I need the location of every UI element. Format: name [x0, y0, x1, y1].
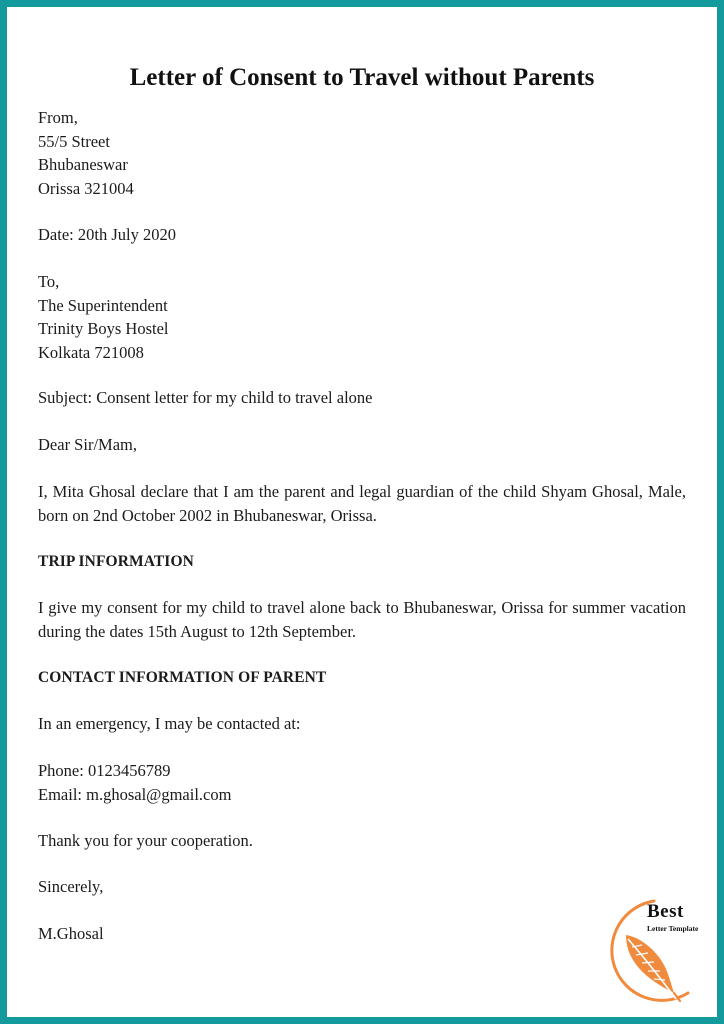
- from-line: Bhubaneswar: [38, 155, 128, 174]
- signature-line: [38, 922, 686, 946]
- salutation: [38, 433, 686, 457]
- sender-address: [38, 106, 686, 200]
- contact-heading: CONTACT INFORMATION OF PARENT: [38, 669, 327, 686]
- from-line: Orissa 321004: [38, 178, 134, 198]
- to-label: To,: [38, 272, 60, 291]
- intro-paragraph: I, Mita Ghosal declare that I am the parent and legal guardian of the child Shyam Ghosal, Male, born on 2nd October 2002 in Bhubaneswar, Orissa.: [38, 482, 686, 525]
- recipient-address: [38, 270, 686, 364]
- from-line: 55/5 Street: [38, 131, 110, 151]
- subject-text: Subject: Consent letter for my child to travel alone: [38, 388, 373, 407]
- to-line: Kolkata 721008: [38, 342, 144, 362]
- from-label: From,: [38, 108, 78, 127]
- contact-details: [38, 759, 686, 806]
- thanks-line: [38, 829, 686, 853]
- contact-intro: [38, 712, 686, 736]
- signature-text: M.Ghosal: [38, 924, 104, 943]
- closing-text: Sincerely,: [38, 877, 104, 896]
- contact-intro-text: In an emergency, I may be contacted at:: [38, 714, 301, 733]
- thanks-text: Thank you for your cooperation.: [38, 831, 253, 850]
- logo-brand-sub: Letter Template: [647, 924, 699, 933]
- logo-brand-main: Best: [647, 901, 684, 922]
- subject-line: [38, 386, 686, 410]
- trip-heading: TRIP INFORMATION: [38, 553, 194, 570]
- to-line: Trinity Boys Hostel: [38, 319, 169, 338]
- letter-title: Letter of Consent to Travel without Parents: [129, 64, 595, 91]
- trip-paragraph: I give my consent for my child to travel alone back to Bhubaneswar, Orissa for summer vacation during the dates 15th August to 12th September.: [38, 598, 686, 641]
- date-text: Date: 20th July 2020: [38, 225, 176, 244]
- salutation-text: Dear Sir/Mam,: [38, 435, 137, 454]
- to-line: The Superintendent: [38, 295, 168, 315]
- phone-text: Phone: 0123456789: [38, 761, 171, 780]
- email-text: Email: m.ghosal@gmail.com: [38, 784, 232, 804]
- closing-line: [38, 875, 686, 899]
- letter-date: [38, 223, 686, 247]
